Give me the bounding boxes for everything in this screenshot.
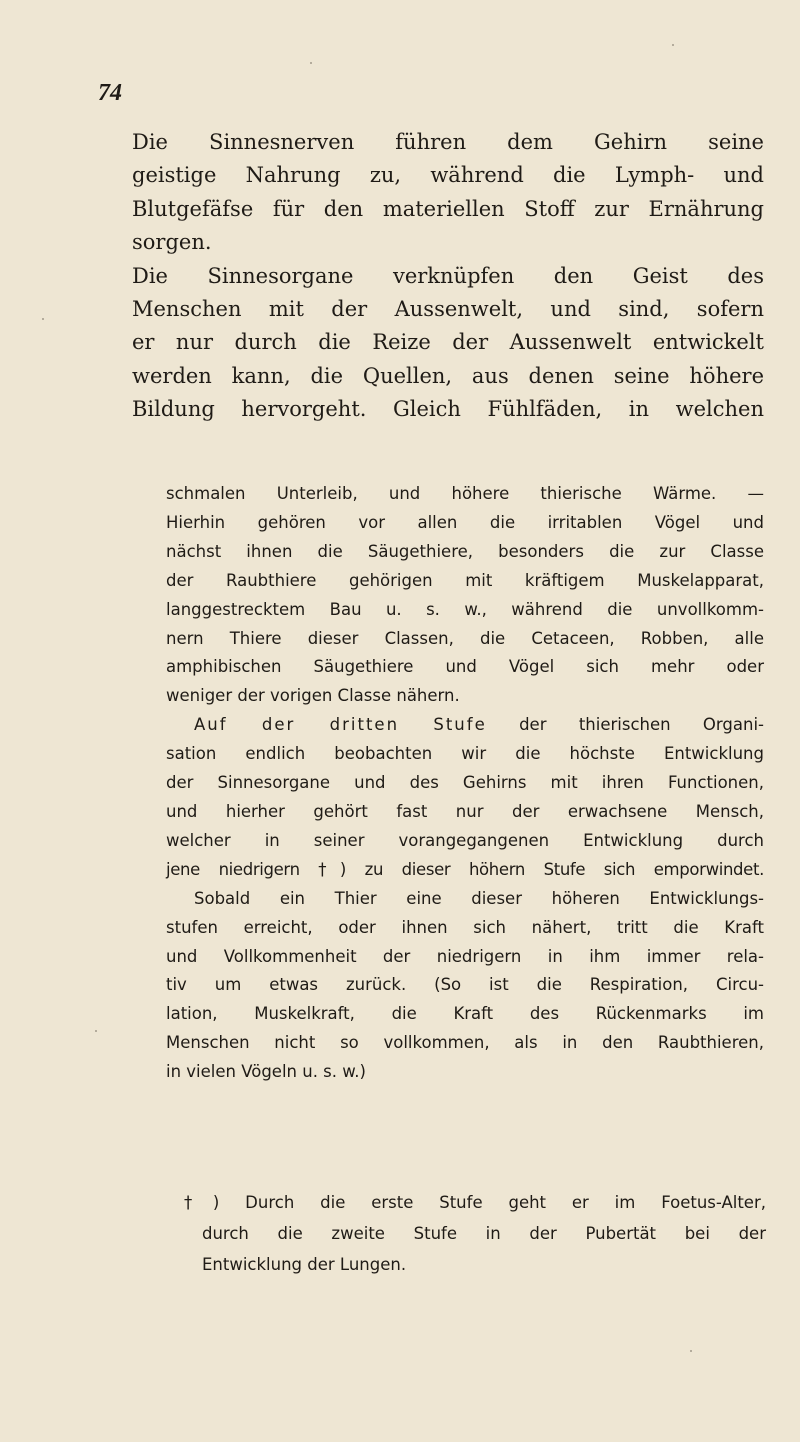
footnote-paragraph — [184, 1187, 766, 1280]
text-line: nern Thiere dieser Classen, die Cetaceen, Robben, alle — [166, 628, 764, 648]
text-line: lation, Muskelkraft, die Kraft des Rückenmarks im — [166, 1004, 764, 1024]
main-paragraph-2 — [96, 260, 764, 427]
spaced-lead: Auf der dritten Stufe — [194, 715, 487, 735]
main-paragraph-1 — [96, 126, 764, 260]
text-line: schmalen Unterleib, und höhere thierische Wärme. — — [166, 484, 764, 503]
text-line: langgestrecktem Bau u. s. w., während die unvollkomm- — [166, 599, 764, 619]
text-line: geistige Nahrung zu, während die Lymph- und — [132, 163, 764, 188]
paper-speck — [42, 318, 44, 320]
small-paragraph-3 — [166, 885, 764, 1087]
text-line: Menschen nicht so vollkommen, als in den Raubthieren, — [166, 1033, 764, 1053]
text-line: Die Sinnesnerven führen dem Gehirn seine — [132, 130, 764, 154]
text-line: Die Sinnesorgane verknüpfen den Geist des — [132, 263, 764, 288]
text-line: und hierher gehört fast nur der erwachsene Mensch, — [166, 801, 764, 821]
line-rest: der thierischen Organi- — [519, 715, 764, 735]
text-line: amphibischen Säugethiere und Vögel sich mehr oder — [166, 657, 764, 677]
text-line: †) Durch die erste Stufe geht er im Foetus-Alter, — [184, 1193, 766, 1212]
text-line: Menschen mit der Aussenwelt, und sind, sofern — [132, 297, 764, 322]
small-paragraph-2 — [166, 711, 764, 884]
page-number: 74 — [98, 80, 122, 106]
text-line: Entwicklung der Lungen. — [202, 1255, 407, 1274]
text-line: Sobald ein Thier eine dieser höheren Entwicklungs- — [194, 888, 764, 908]
footnote — [184, 1187, 766, 1280]
paper-speck — [95, 1030, 97, 1032]
text-line: Hierhin gehören vor allen die irritablen Vögel und — [166, 512, 764, 532]
text-line: sorgen. — [132, 230, 212, 255]
text-line: werden kann, die Quellen, aus denen seine höhere — [132, 363, 764, 388]
text-line: tiv um etwas zurück. (So ist die Respiration, Circu- — [166, 975, 764, 995]
text-line: in vielen Vögeln u. s. w.) — [166, 1062, 366, 1082]
text-line: der Raubthiere gehörigen mit kräftigem Muskelapparat, — [166, 570, 764, 590]
text-line: der Sinnesorgane und des Gehirns mit ihren Functionen, — [166, 773, 764, 793]
paper-speck — [690, 1350, 692, 1352]
paper-speck — [310, 62, 312, 64]
small-text-block — [166, 480, 764, 1087]
text-line: jene niedrigern †) zu dieser höhern Stufe sich emporwindet. — [166, 859, 764, 879]
main-text-block — [96, 126, 764, 427]
text-line: er nur durch die Reize der Aussenwelt entwickelt — [132, 330, 764, 355]
text-line: stufen erreicht, oder ihnen sich nähert, tritt die Kraft — [166, 917, 764, 937]
text-line: durch die zweite Stufe in der Pubertät bei der — [202, 1224, 766, 1243]
text-line: sation endlich beobachten wir die höchste Entwicklung — [166, 744, 764, 764]
text-line: Blutgefäfse für den materiellen Stoff zur Ernährung — [132, 196, 764, 221]
text-line: weniger der vorigen Classe nähern. — [166, 686, 460, 706]
text-line: welcher in seiner vorangegangenen Entwicklung durch — [166, 830, 764, 850]
text-line: und Vollkommenheit der niedrigern in ihm immer rela- — [166, 946, 764, 966]
small-paragraph-1 — [166, 480, 764, 711]
paper-speck — [672, 44, 674, 46]
text-line: Bildung hervorgeht. Gleich Fühlfäden, in welchen — [132, 397, 764, 422]
text-line: nächst ihnen die Säugethiere, besonders die zur Classe — [166, 541, 764, 561]
text-line — [166, 711, 764, 740]
